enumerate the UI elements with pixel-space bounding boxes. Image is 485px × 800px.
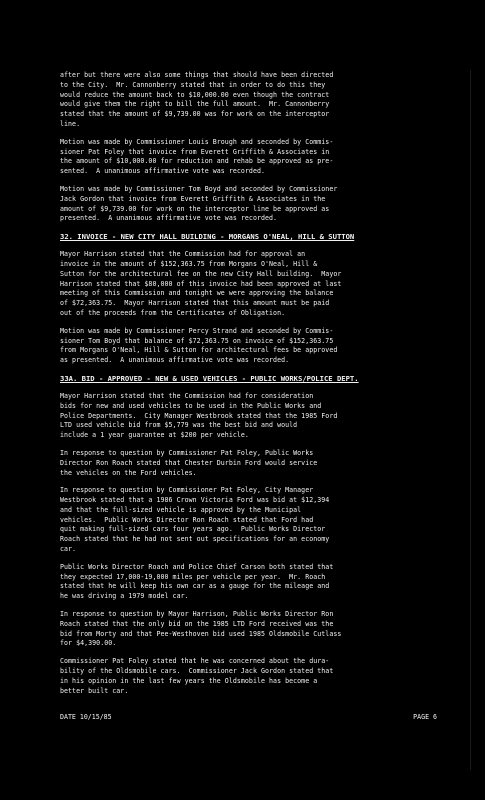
section-heading-33a: 33A. BID - APPROVED - NEW & USED VEHICLES - PUBLIC WORKS/POLICE DEPT. (60, 373, 359, 383)
footer-page-number: PAGE 6 (413, 713, 437, 721)
paragraph: In response to question by Commissioner Pat Foley, Public Works Director Ron Roach stated that Chester Durbin Ford would service the vehicles on the Ford vehicles. (60, 448, 318, 477)
paragraph: Motion was made by Commissioner Louis Brough and seconded by Commis- sioner Pat Foley that invoice from Everett Griffith & Associates in the amount of $10,000.00 for reduction and rehab be approved as pre- sented. A unanimous affirmative vote was recorded. (60, 137, 334, 176)
paragraph: Motion was made by Commissioner Tom Boyd and seconded by Commissioner Jack Gordon that invoice from Everett Griffith & Associates in the amount of $9,739.00 for work on the interceptor line be approved as presented. A unanimous affirmative vote was recorded. (60, 184, 338, 223)
footer-date: DATE 10/15/85 (60, 713, 112, 721)
paragraph: In response to question by Mayor Harrison, Public Works Director Ron Roach stated that the only bid on the 1985 LTD Ford received was the bid from Morty and that Pee-Westhoven bid used 1985 Oldsmobile Cutlass for $4,390.00. (60, 610, 342, 648)
paragraph: Mayor Harrison stated that the Commission had for consideration bids for new and used vehicles to be used in the Public Works and Police Departments. City Manager Westbrook stated that the 1985 Ford LTD used vehicle bid from $5,779 was the best bid and would include a 1 year guarantee at $200 per vehicle. (60, 391, 338, 440)
paragraph: Motion was made by Commissioner Percy Strand and seconded by Commis- sioner Tom Boyd that balance of $72,363.75 on invoice of $152,363.75 from Morgans O'Neal, Hill & Sutton for architectural fees be approved as presented. A unanimous affirmative vote was recorded. (60, 326, 338, 365)
paragraph: Public Works Director Roach and Police Chief Carson both stated that they expected 17,000-19,000 miles per vehicle per year. Mr. Roach stated that he will keep his own car as a gauge for the mileage and he was driving a 1979 model car. (60, 562, 334, 601)
paragraph: In response to question by Commissioner Pat Foley, City Manager Westbrook stated that a 1986 Crown Victoria Ford was bid at $12,394 and that the full-sized vehicle is approved by the Municipal vehicles. Public Works Director Ron Roach stated that Ford had quit making full-sized cars four years ago. Public Works Director Roach stated that he had not sent out specifications for an economy car. (60, 486, 330, 554)
page-footer (60, 712, 437, 722)
section-heading-32: 32. INVOICE - NEW CITY HALL BUILDING - MORGANS O'NEAL, HILL & SUTTON (60, 232, 355, 242)
paragraph: after but there were also some things that should have been directed to the City. Mr. Cannonberry stated that in order to do this they would reduce the amount back to $10,000.00 even though the contract would give them the right to bill the full amount. Mr. Cannonberry stated that the amount of $9,739.00 was for work on the interceptor line. (60, 71, 334, 128)
paragraph: Mayor Harrison stated that the Commission had for approval an invoice in the amount of $152,363.75 from Morgans O'Neal, Hill & Sutton for the architectural fee on the new City Hall building. Mayor Harrison stated that $80,000 of this invoice had been approved at last meeting of this Commission and tonight we were approving the balance of $72,363.75. Mayor Harrison stated that this amount must be paid out of the proceeds from the Certificates of Obligation. (60, 250, 342, 317)
paragraph: Commissioner Pat Foley stated that he was concerned about the dura- bility of the Oldsmobile cars. Commissioner Jack Gordon stated that in his opinion in the last few years the Oldsmobile has become a better built car. (60, 657, 334, 695)
scan-edge-line (470, 70, 471, 770)
